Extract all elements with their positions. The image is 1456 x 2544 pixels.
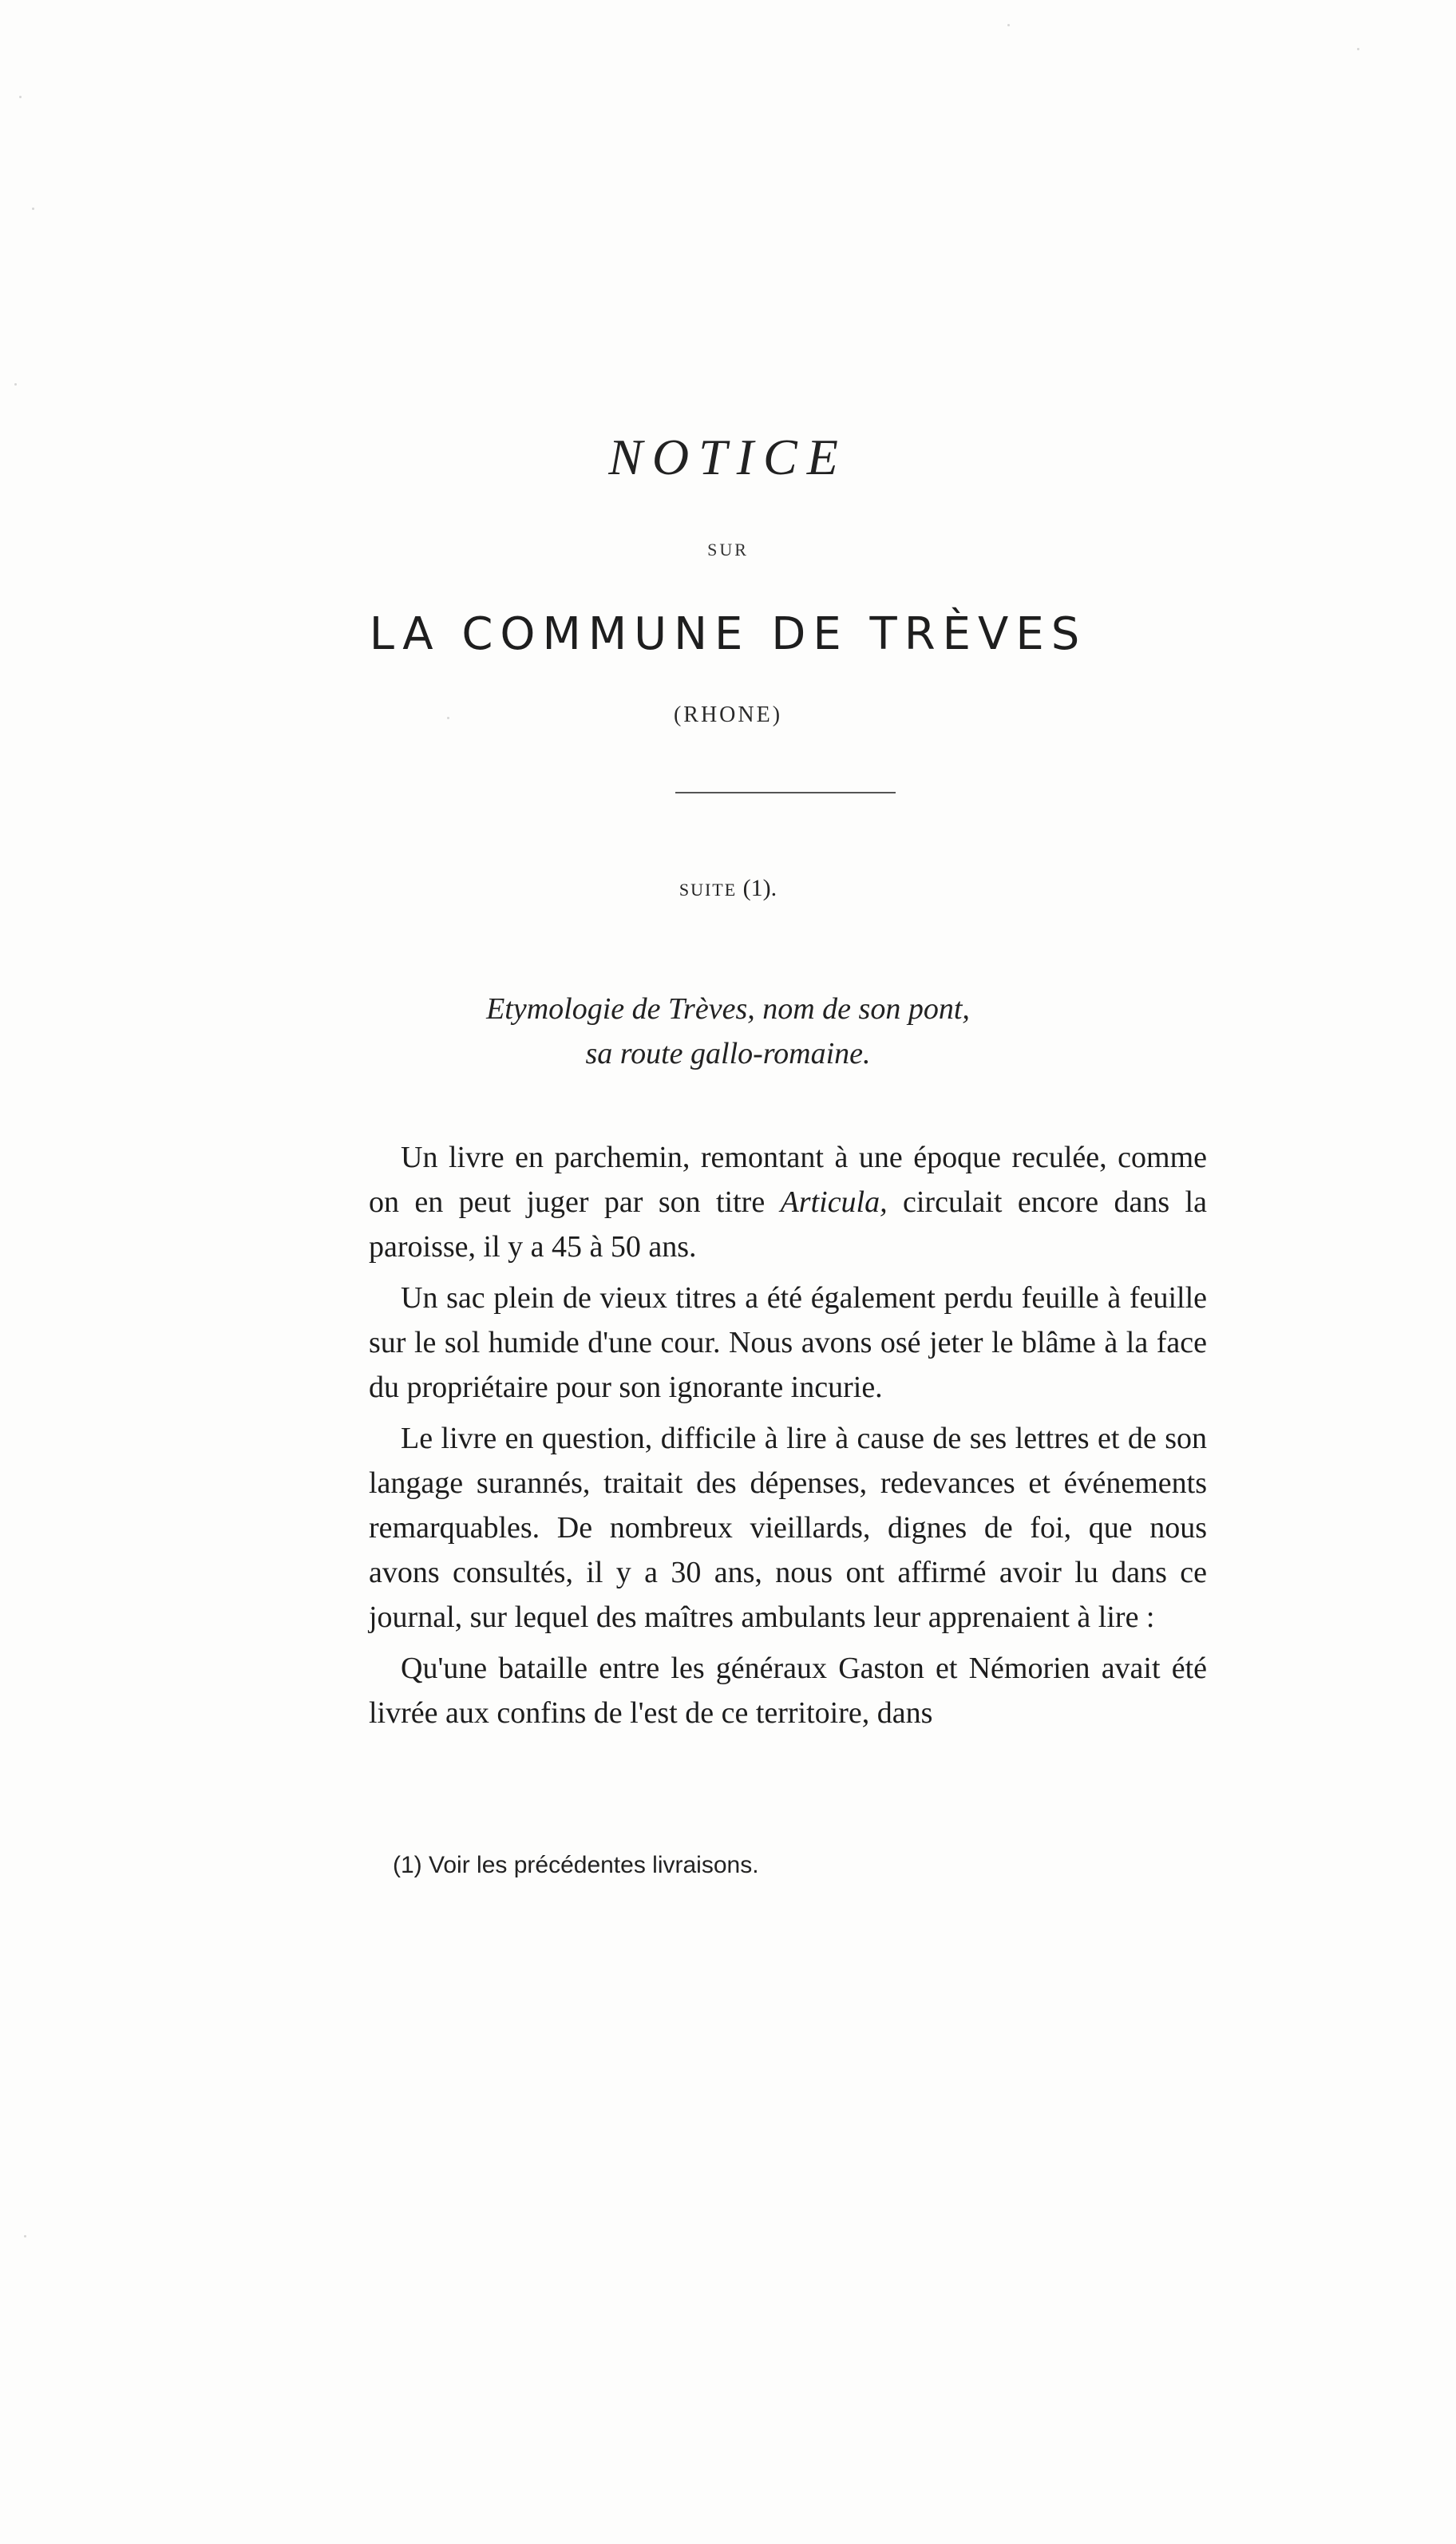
body-text bbox=[369, 1135, 1207, 1742]
scan-speck bbox=[32, 208, 34, 210]
paragraph-1-italic: Articula, bbox=[780, 1185, 888, 1219]
title-region: (RHONE) bbox=[673, 702, 783, 727]
paragraph-4: Qu'une bataille entre les généraux Gaston et Némorien avait été livrée aux confins de l'est de ce territoire, dans bbox=[369, 1652, 1207, 1730]
suite-heading bbox=[0, 875, 1456, 902]
paragraph-2: Un sac plein de vieux titres a été également perdu feuille à feuille sur le sol humide d'une cour. Nous avons osé jeter le blâme à la face du propriétaire pour son ignorante incurie. bbox=[369, 1281, 1207, 1404]
scan-speck bbox=[19, 96, 22, 98]
paragraph-3: Le livre en question, difficile à lire à cause de ses lettres et de son langage surannés, traitait des dépenses, redevances et événements remarquables. De nombreux vieillards, dignes de foi, que nous avons consultés, il y a 30 ans, nous ont affirmé avoir lu dans ce journal, sur lequel des maîtres ambulants leur apprenaient à lire : bbox=[369, 1422, 1207, 1634]
subtitle-line-1: Etymologie de Trèves, nom de son pont, bbox=[486, 992, 970, 1026]
subtitle-line-2: sa route gallo-romaine. bbox=[585, 1037, 871, 1070]
footnote-reference[interactable]: (1). bbox=[737, 875, 777, 901]
paragraph-1 bbox=[369, 1135, 1207, 1269]
section-subtitle bbox=[0, 987, 1456, 1076]
scan-speck bbox=[1007, 24, 1010, 26]
suite-word: SUITE bbox=[679, 880, 738, 900]
title-notice: NOTICE bbox=[608, 429, 848, 485]
page-title: LA COMMUNE DE TRÈVES bbox=[369, 608, 1087, 660]
title-sur: SUR bbox=[707, 540, 749, 560]
scan-speck bbox=[14, 383, 17, 386]
scan-speck bbox=[24, 2235, 26, 2237]
paragraph-1-after: circulait encore dans la paroisse, il y a 45 à 50 ans. bbox=[369, 1185, 1207, 1264]
paragraph-1-before: Un livre en parchemin, remontant à une époque reculée, comme on en peut juger par son titre bbox=[369, 1141, 1207, 1219]
scan-speck bbox=[447, 717, 449, 719]
title-divider bbox=[675, 792, 896, 793]
footnote: (1) Voir les précédentes livraisons. bbox=[393, 1852, 759, 1878]
scan-speck bbox=[1357, 48, 1359, 50]
